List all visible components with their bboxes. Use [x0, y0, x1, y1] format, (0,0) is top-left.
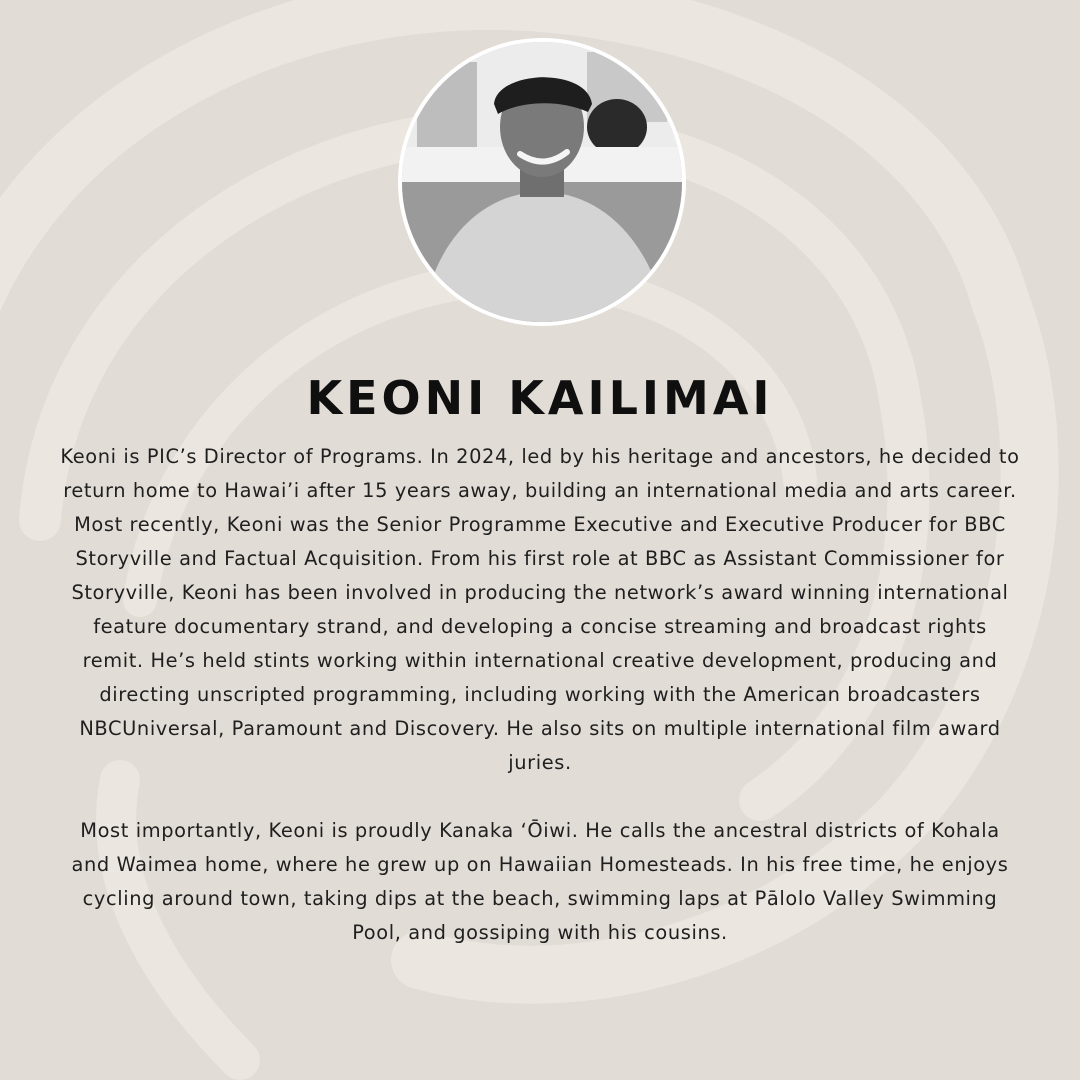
person-name-heading: KEONI KAILIMAI: [306, 371, 774, 425]
bio-paragraph-2: Most importantly, Keoni is proudly Kanaka ʻŌiwi. He calls the ancestral districts of Kohala and Waimea home, where he grew up on Hawaiian Homesteads. In his free time, he enjoys cycling around town, taking dips at the beach, swimming laps at Pālolo Valley Swimming Pool, and gossiping with his cousins.: [71, 819, 1009, 944]
profile-photo: [398, 38, 686, 326]
bio-paragraph-1: Keoni is PIC’s Director of Programs. In 2024, led by his heritage and ancestors, he decided to return home to Hawai’i after 15 years away, building an international media and arts career. Most recently, Keoni was the Senior Programme Executive and Executive Producer for BBC Storyville and Factual Acquisition. From his first role at BBC as Assistant Commissioner for Storyville, Keoni has been involved in producing the network’s award winning international feature documentary strand, and developing a concise streaming and broadcast rights remit. He’s held stints working within international creative development, producing and directing unscripted programming, including working with the American broadcasters NBCUniversal, Paramount and Discovery. He also sits on multiple international film award juries.: [60, 445, 1020, 774]
biography: [60, 440, 1020, 950]
person-portrait-icon: [402, 42, 682, 322]
